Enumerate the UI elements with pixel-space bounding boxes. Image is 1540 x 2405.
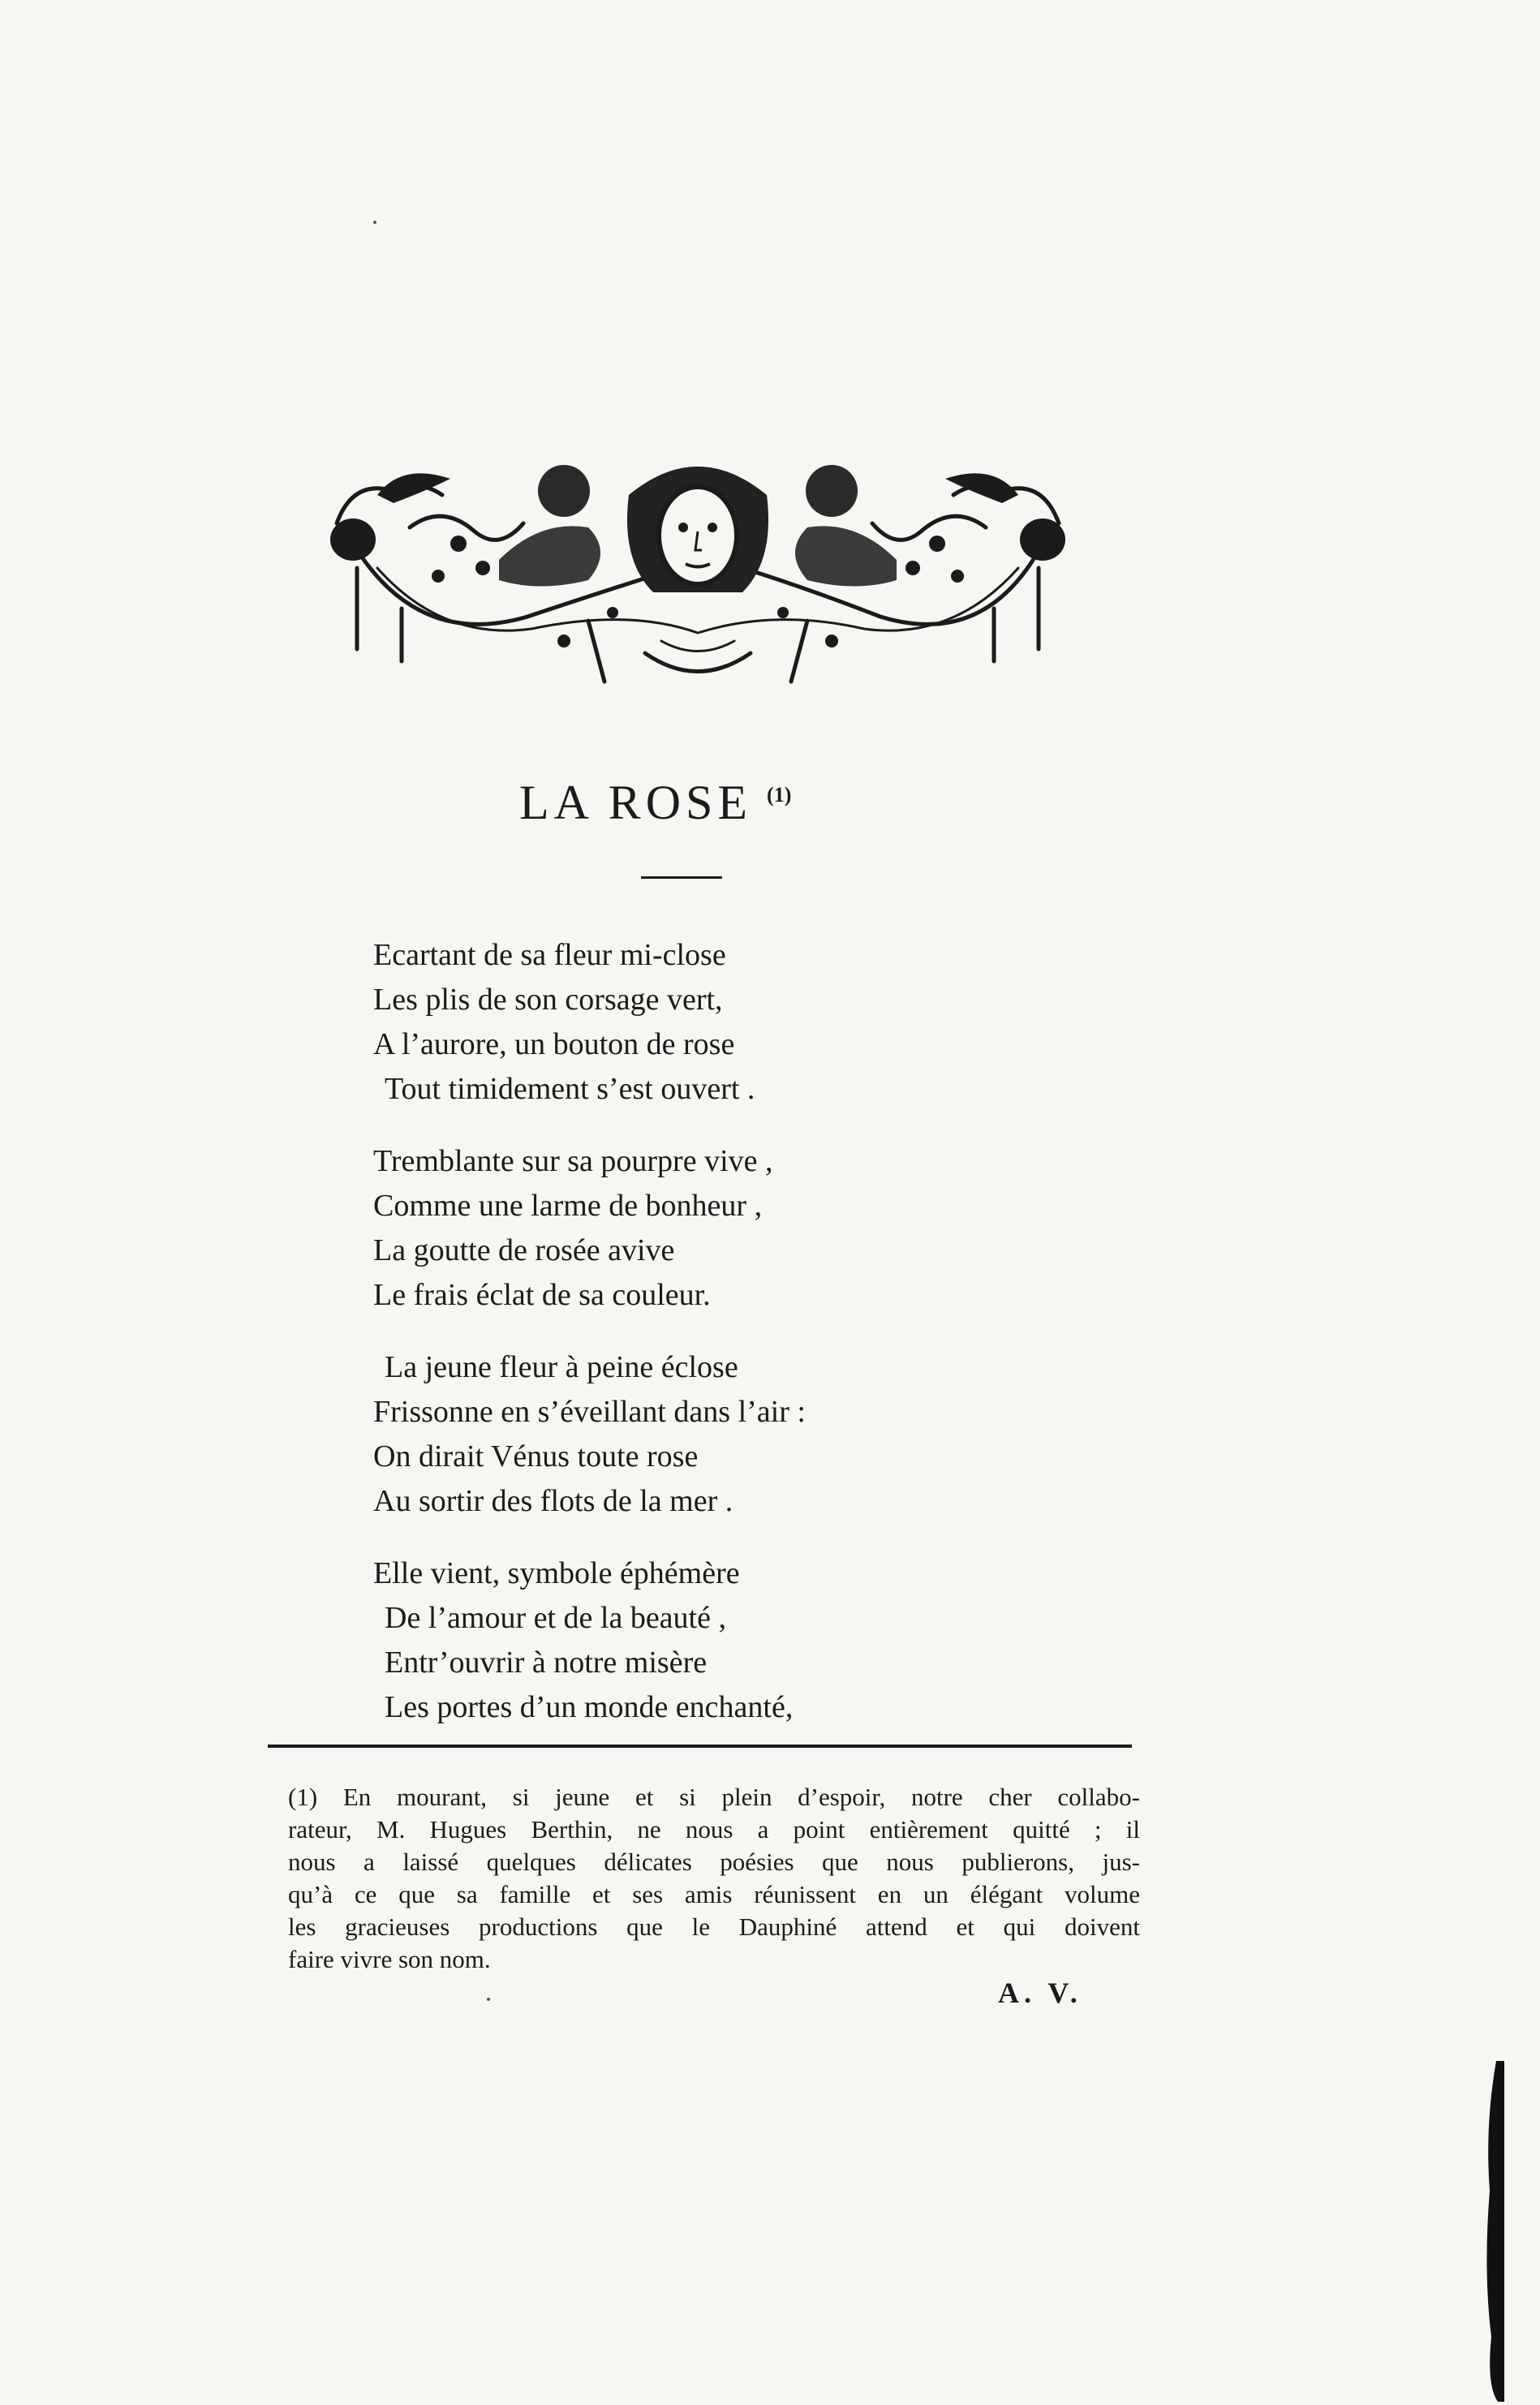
title-rule: [641, 876, 722, 879]
verse-line: De l’amour et de la beauté ,: [385, 1601, 726, 1635]
verse-line: On dirait Vénus toute rose: [373, 1439, 699, 1474]
verse-line: Entr’ouvrir à notre misère: [385, 1646, 708, 1680]
footnote: [288, 1781, 1140, 1976]
verse-line: Les portes d’un monde enchanté,: [385, 1690, 794, 1724]
verse-line: Au sortir des flots de la mer .: [373, 1484, 733, 1518]
verse-line: Le frais éclat de sa couleur.: [373, 1278, 711, 1312]
poem-title: [519, 775, 1022, 831]
footnote-signature: A. V.: [998, 1977, 1082, 2009]
footnote-reference: (1): [767, 783, 792, 807]
verse-line: Tremblante sur sa pourpre vive ,: [373, 1144, 773, 1178]
footnote-line: faire vivre son nom.: [288, 1945, 491, 1973]
verse-line: La goutte de rosée avive: [373, 1233, 675, 1267]
footnote-line: rateur, M. Hugues Berthin, ne nous a point entièrement quitté ; il: [288, 1815, 1140, 1844]
verse-line: Tout timidement s’est ouvert .: [385, 1072, 755, 1106]
ink-speck: [487, 1998, 490, 2001]
footnote-line: nous a laissé quelques délicates poésies que nous publierons, jus-: [288, 1848, 1140, 1876]
poem-body: [373, 933, 990, 1758]
verse-line: Elle vient, symbole éphémère: [373, 1556, 740, 1590]
poem-title-text: LA ROSE: [519, 776, 753, 829]
verse-line: Comme une larme de bonheur ,: [373, 1189, 763, 1223]
ink-speck: [373, 221, 376, 224]
footnote-line: qu’à ce que sa famille et ses amis réunissent en un élégant volume: [288, 1880, 1140, 1908]
footnote-line: (1) En mourant, si jeune et si plein d’espoir, notre cher collabo-: [288, 1783, 1140, 1811]
stanza: [373, 1551, 990, 1730]
verse-line: Frissonne en s’éveillant dans l’air :: [373, 1395, 806, 1429]
verse-line: La jeune fleur à peine éclose: [385, 1350, 738, 1384]
stanza: [373, 1345, 990, 1524]
scan-edge-shadow-icon: [1482, 2061, 1504, 2402]
stanza: [373, 933, 990, 1112]
ornamental-vignette-icon: [320, 446, 1075, 690]
footnote-line: les gracieuses productions que le Dauphiné attend et qui doivent: [288, 1912, 1140, 1941]
stanza: [373, 1139, 990, 1318]
verse-line: A l’aurore, un bouton de rose: [373, 1027, 735, 1061]
footnote-separator: [268, 1745, 1132, 1748]
verse-line: Ecartant de sa fleur mi-close: [373, 938, 726, 972]
verse-line: Les plis de son corsage vert,: [373, 983, 723, 1017]
